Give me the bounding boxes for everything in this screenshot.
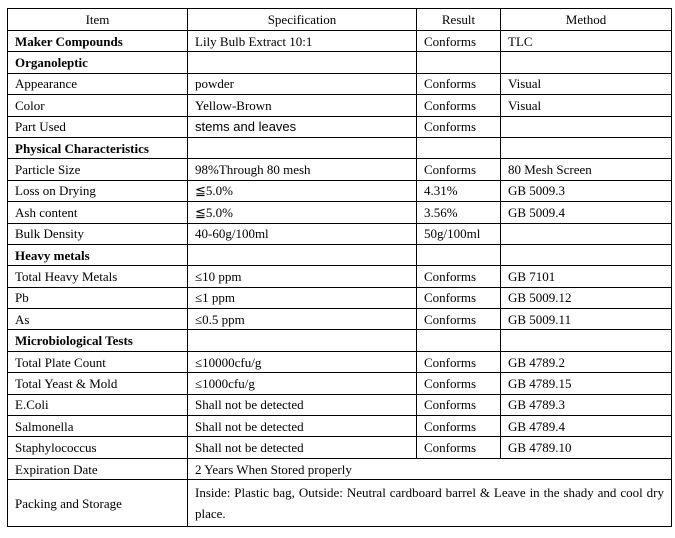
cell-method: Visual (501, 73, 672, 94)
cell-result: Conforms (417, 309, 501, 330)
cell-method: GB 4789.3 (501, 394, 672, 415)
cell-method: GB 4789.4 (501, 416, 672, 437)
header-item: Item (8, 9, 188, 31)
section-row (8, 137, 672, 158)
table-row (8, 458, 672, 479)
cell-specification (188, 330, 417, 351)
cell-specification: 40-60g/100ml (188, 223, 417, 244)
cell-item: E.Coli (8, 394, 188, 415)
header-method: Method (501, 9, 672, 31)
cell-specification: stems and leaves (188, 116, 417, 137)
cell-specification (188, 244, 417, 265)
table-row (8, 202, 672, 223)
table-row (8, 437, 672, 458)
cell-specification: ≦5.0% (188, 180, 417, 201)
table-row (8, 95, 672, 116)
cell-specification (188, 52, 417, 73)
cell-item: Organoleptic (8, 52, 188, 73)
table-body (8, 31, 672, 527)
cell-item: As (8, 309, 188, 330)
cell-item: Pb (8, 287, 188, 308)
cell-item: Total Yeast & Mold (8, 373, 188, 394)
table-row (8, 73, 672, 94)
cell-result: Conforms (417, 159, 501, 180)
cell-specification (188, 137, 417, 158)
section-row (8, 330, 672, 351)
cell-specification: Shall not be detected (188, 394, 417, 415)
cell-item: Physical Characteristics (8, 137, 188, 158)
cell-method: GB 5009.11 (501, 309, 672, 330)
cell-specification: Lily Bulb Extract 10:1 (188, 31, 417, 52)
header-specification: Specification (188, 9, 417, 31)
cell-result: Conforms (417, 31, 501, 52)
table-row (8, 31, 672, 52)
cell-item: Ash content (8, 202, 188, 223)
cell-item: Particle Size (8, 159, 188, 180)
cell-item: Heavy metals (8, 244, 188, 265)
cell-item: Loss on Drying (8, 180, 188, 201)
table-row (8, 266, 672, 287)
cell-specification: Yellow-Brown (188, 95, 417, 116)
cell-method (501, 116, 672, 137)
cell-result: Conforms (417, 394, 501, 415)
cell-item: Color (8, 95, 188, 116)
cell-specification: ≤10000cfu/g (188, 351, 417, 372)
table-row (8, 159, 672, 180)
cell-method (501, 244, 672, 265)
cell-item: Total Heavy Metals (8, 266, 188, 287)
cell-method: GB 4789.15 (501, 373, 672, 394)
cell-result: Conforms (417, 73, 501, 94)
cell-specification: ≤0.5 ppm (188, 309, 417, 330)
table-row (8, 287, 672, 308)
section-row (8, 244, 672, 265)
cell-result (417, 137, 501, 158)
specification-table (7, 8, 672, 527)
cell-item: Packing and Storage (8, 480, 188, 527)
cell-method (501, 52, 672, 73)
cell-result: Conforms (417, 373, 501, 394)
cell-item: Appearance (8, 73, 188, 94)
cell-item: Staphylococcus (8, 437, 188, 458)
table-row (8, 223, 672, 244)
cell-specification: ≤10 ppm (188, 266, 417, 287)
table-row (8, 116, 672, 137)
table-row (8, 416, 672, 437)
cell-result (417, 330, 501, 351)
cell-result: 3.56% (417, 202, 501, 223)
cell-result: Conforms (417, 287, 501, 308)
table-row (8, 394, 672, 415)
cell-result: Conforms (417, 116, 501, 137)
cell-item: Expiration Date (8, 458, 188, 479)
cell-specification: Shall not be detected (188, 416, 417, 437)
header-result: Result (417, 9, 501, 31)
cell-specification: 98%Through 80 mesh (188, 159, 417, 180)
cell-method: 80 Mesh Screen (501, 159, 672, 180)
cell-item: Part Used (8, 116, 188, 137)
cell-specification: Inside: Plastic bag, Outside: Neutral cardboard barrel & Leave in the shady and cool dry place. (188, 480, 672, 527)
cell-method (501, 137, 672, 158)
cell-specification: ≦5.0% (188, 202, 417, 223)
cell-specification: Shall not be detected (188, 437, 417, 458)
cell-result (417, 244, 501, 265)
table-row (8, 180, 672, 201)
cell-specification: ≤1000cfu/g (188, 373, 417, 394)
cell-method: TLC (501, 31, 672, 52)
cell-method: GB 4789.2 (501, 351, 672, 372)
cell-result: Conforms (417, 416, 501, 437)
cell-item: Microbiological Tests (8, 330, 188, 351)
cell-result: 4.31% (417, 180, 501, 201)
cell-method: GB 5009.4 (501, 202, 672, 223)
table-row (8, 351, 672, 372)
cell-result (417, 52, 501, 73)
cell-method (501, 330, 672, 351)
cell-item: Salmonella (8, 416, 188, 437)
cell-specification: powder (188, 73, 417, 94)
table-row (8, 309, 672, 330)
cell-result: Conforms (417, 266, 501, 287)
cell-item: Bulk Density (8, 223, 188, 244)
header-row (8, 9, 672, 31)
cell-result: Conforms (417, 351, 501, 372)
cell-specification: 2 Years When Stored properly (188, 458, 672, 479)
cell-result: Conforms (417, 95, 501, 116)
table-row (8, 373, 672, 394)
cell-result: 50g/100ml (417, 223, 501, 244)
cell-method: GB 5009.12 (501, 287, 672, 308)
cell-method (501, 223, 672, 244)
cell-method: GB 5009.3 (501, 180, 672, 201)
cell-item: Total Plate Count (8, 351, 188, 372)
cell-item: Maker Compounds (8, 31, 188, 52)
cell-result: Conforms (417, 437, 501, 458)
section-row (8, 52, 672, 73)
table-row (8, 480, 672, 527)
cell-specification: ≤1 ppm (188, 287, 417, 308)
cell-method: Visual (501, 95, 672, 116)
cell-method: GB 4789.10 (501, 437, 672, 458)
cell-method: GB 7101 (501, 266, 672, 287)
